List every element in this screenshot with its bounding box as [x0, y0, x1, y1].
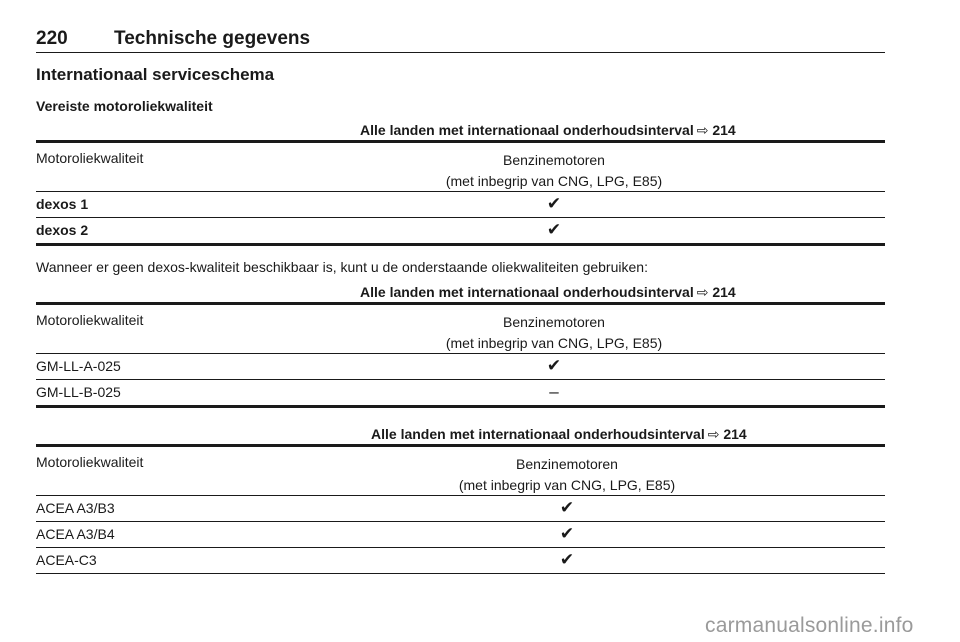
table-row	[36, 192, 885, 218]
oil-quality-table-gm	[36, 282, 885, 408]
column-header-petrol-engines	[424, 312, 684, 354]
column-header-line1: Benzinemotoren	[503, 152, 605, 168]
table-row	[36, 380, 885, 408]
page-reference-arrow-icon: ⇨	[707, 426, 720, 442]
oil-quality-table-dexos	[36, 120, 885, 246]
table-row	[36, 548, 885, 574]
row-oil-name: ACEA-C3	[36, 552, 97, 568]
page-header	[36, 28, 885, 53]
page-number: 220	[36, 28, 68, 49]
table-header	[36, 424, 885, 447]
page-reference-arrow-icon: ⇨	[696, 122, 709, 138]
row-oil-name: GM-LL-B-025	[36, 384, 121, 400]
column-header-oil-quality: Motoroliekwaliteit	[36, 312, 144, 328]
column-header-line2: (met inbegrip van CNG, LPG, E85)	[445, 173, 663, 189]
sub-title: Vereiste motoroliekwaliteit	[36, 98, 213, 114]
reference-page-number[interactable]: 214	[712, 122, 736, 138]
oil-quality-table-acea	[36, 424, 885, 574]
check-mark-icon: ✔	[559, 550, 575, 569]
table-header	[36, 282, 885, 305]
check-mark-icon: ✔	[546, 220, 562, 239]
table-column-headers	[36, 305, 885, 354]
table-column-headers	[36, 143, 885, 192]
column-header-line1: Benzinemotoren	[516, 456, 618, 472]
section-title: Internationaal serviceschema	[36, 65, 275, 84]
check-mark-icon: ✔	[559, 498, 575, 517]
table-header-label: Alle landen met internationaal onderhoudsinterval ⇨ 214	[360, 122, 736, 138]
column-header-line1: Benzinemotoren	[503, 314, 605, 330]
check-mark-icon: ✔	[546, 194, 562, 213]
page-reference-arrow-icon: ⇨	[696, 284, 709, 300]
table-row	[36, 354, 885, 380]
table-header-label: Alle landen met internationaal onderhoudsinterval ⇨ 214	[360, 284, 736, 300]
chapter-title: Technische gegevens	[114, 28, 311, 49]
dash-mark: –	[549, 382, 559, 401]
reference-page-number[interactable]: 214	[723, 426, 747, 442]
row-oil-name: dexos 2	[36, 222, 89, 238]
column-header-line2: (met inbegrip van CNG, LPG, E85)	[458, 477, 676, 493]
column-header-line2: (met inbegrip van CNG, LPG, E85)	[445, 335, 663, 351]
column-header-petrol-engines	[424, 150, 684, 192]
check-mark-icon: ✔	[559, 524, 575, 543]
table-header	[36, 120, 885, 143]
column-header-oil-quality: Motoroliekwaliteit	[36, 454, 144, 470]
table-header-label: Alle landen met internationaal onderhoudsinterval ⇨ 214	[371, 426, 747, 442]
table-row	[36, 522, 885, 548]
row-oil-name: ACEA A3/B4	[36, 526, 115, 542]
column-header-petrol-engines	[437, 454, 697, 496]
row-oil-name: ACEA A3/B3	[36, 500, 115, 516]
column-header-oil-quality: Motoroliekwaliteit	[36, 150, 144, 166]
alternative-quality-note: Wanneer er geen dexos-kwaliteit beschikbaar is, kunt u de onderstaande oliekwaliteiten gebruiken:	[36, 259, 648, 275]
reference-page-number[interactable]: 214	[712, 284, 736, 300]
row-oil-name: GM-LL-A-025	[36, 358, 121, 374]
check-mark-icon: ✔	[546, 356, 562, 375]
table-row	[36, 218, 885, 246]
table-row	[36, 496, 885, 522]
row-oil-name: dexos 1	[36, 196, 89, 212]
watermark[interactable]: carmanualsonline.info	[705, 614, 914, 637]
table-column-headers	[36, 447, 885, 496]
